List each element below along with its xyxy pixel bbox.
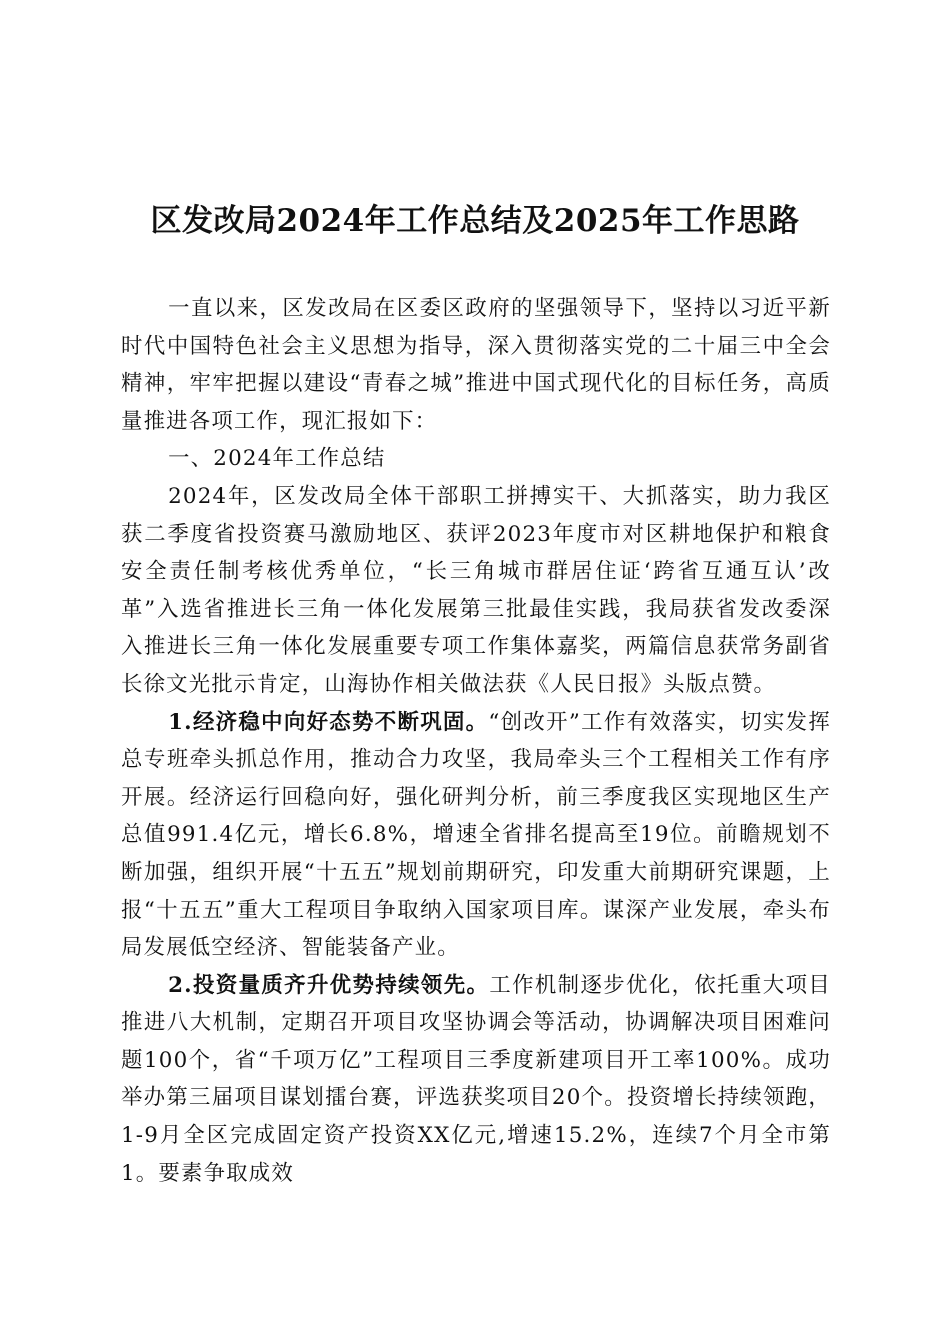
section-heading-2024-summary: 一、2024年工作总结 [168,446,386,472]
item-1-paragraph [121,704,831,967]
item-2-paragraph [121,967,831,1193]
document-body [121,290,831,1192]
item-1-body: “创改开”工作有效落实，切实发挥总专班牵头抓总作用，推动合力攻坚，我局牵头三个工程相关工作有序开展。经济运行回稳向好，强化研判分析，前三季度我区实现地区生产总值991.4亿元，增长6.8%，增速全省排名提高至19位。前瞻规划不断加强，组织开展“十五五”规划前期研究，印发重大前期研究课题，上报“十五五”重大工程项目争取纳入国家项目库。谋深产业发展，牵头布局发展低空经济、智能装备产业。 [121,709,831,961]
item-2-body: 工作机制逐步优化，依托重大项目推进八大机制，定期召开项目攻坚协调会等活动，协调解决项目困难问题100个，省“千项万亿”工程项目三季度新建项目开工率100%。成功举办第三届项目谋划擂台赛，评选获奖项目20个。投资增长持续领跑，1-9月全区完成固定资产投资XX亿元,增速15.2%，连续7个月全市第1。要素争取成效 [121,972,831,1186]
summary-paragraph: 2024年，区发改局全体干部职工拼搏实干、大抓落实，助力我区获二季度省投资赛马激励地区、获评2023年度市对区耕地保护和粮食安全责任制考核优秀单位，“长三角城市群居住证‘跨省互通互认’改革”入选省推进长三角一体化发展第三批最佳实践，我局获省发改委深入推进长三角一体化发展重要专项工作集体嘉奖，两篇信息获常务副省长徐文光批示肯定，山海协作相关做法获《人民日报》头版点赞。 [121,483,831,697]
item-1-lead: 1.经济稳中向好态势不断巩固。 [168,709,489,735]
intro-paragraph: 一直以来，区发改局在区委区政府的坚强领导下，坚持以习近平新时代中国特色社会主义思想为指导，深入贯彻落实党的二十届三中全会精神，牢牢把握以建设“青春之城”推进中国式现代化的目标任务，高质量推进各项工作，现汇报如下： [121,296,831,434]
document-title: 区发改局2024年工作总结及2025年工作思路 [150,203,800,239]
item-2-lead: 2.投资量质齐升优势持续领先。 [168,972,490,998]
